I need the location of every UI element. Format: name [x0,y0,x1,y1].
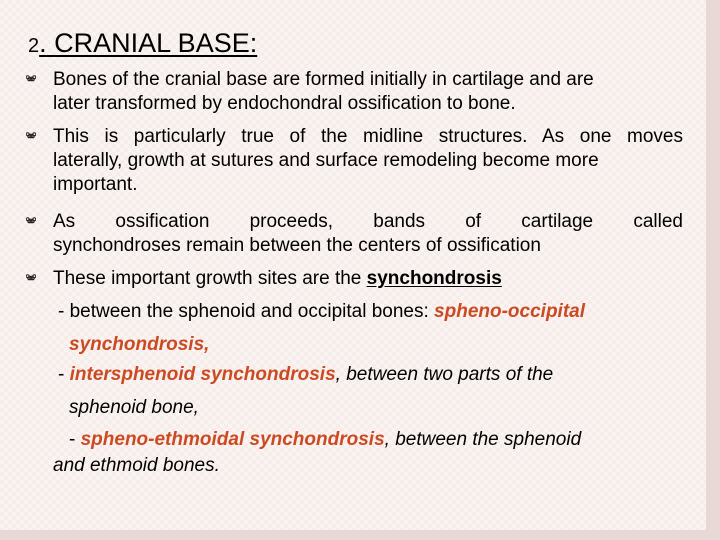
bullet-2-line-1: This is particularly true of the midline structures. As one moves [53,126,683,147]
spheno-occipital-term: spheno-occipital [434,301,586,322]
bullet-2-line-2: laterally, growth at sutures and surface remodeling become more [53,150,599,171]
command-key-icon [26,74,36,84]
intersphenoid-term: intersphenoid synchondrosis [69,364,336,385]
bullet-3-line-1: As ossification proceeds, bands of cartilage called [53,211,683,232]
sub-item-3-line-1: - spheno-ethmoidal synchondrosis, between the sphenoid [69,429,582,450]
title-number: 2 [28,35,40,57]
slide-frame-bottom [0,530,720,540]
bullet-1-line-2: later transformed by endochondral ossification to bone. [53,93,516,114]
slide-title [28,26,257,63]
synchondrosis-term: synchondrosis [366,268,502,289]
bullet-3-line-2: synchondroses remain between the centers of ossification [53,235,541,256]
command-key-icon [26,131,36,141]
bullet-2-line-3: important. [53,174,138,195]
bullet-4-line-1: These important growth sites are the synchondrosis [53,268,502,289]
sub-item-2-line-2: sphenoid bone, [69,397,199,418]
title-heading: . CRANIAL BASE: [39,28,258,58]
command-key-icon [26,216,36,226]
bullet-1-line-1: Bones of the cranial base are formed initially in cartilage and are [53,69,594,90]
sub-item-1-line-2: synchondrosis, [69,334,210,355]
sub-item-2-line-1: - intersphenoid synchondrosis, between two parts of the [58,364,554,385]
sub-item-3-line-2: and ethmoid bones. [53,455,220,476]
command-key-icon [26,273,36,283]
sub-item-1-line-1: - between the sphenoid and occipital bones: spheno-occipital [58,301,586,322]
spheno-ethmoidal-term: spheno-ethmoidal synchondrosis [80,429,385,450]
slide-frame-right [706,0,720,540]
